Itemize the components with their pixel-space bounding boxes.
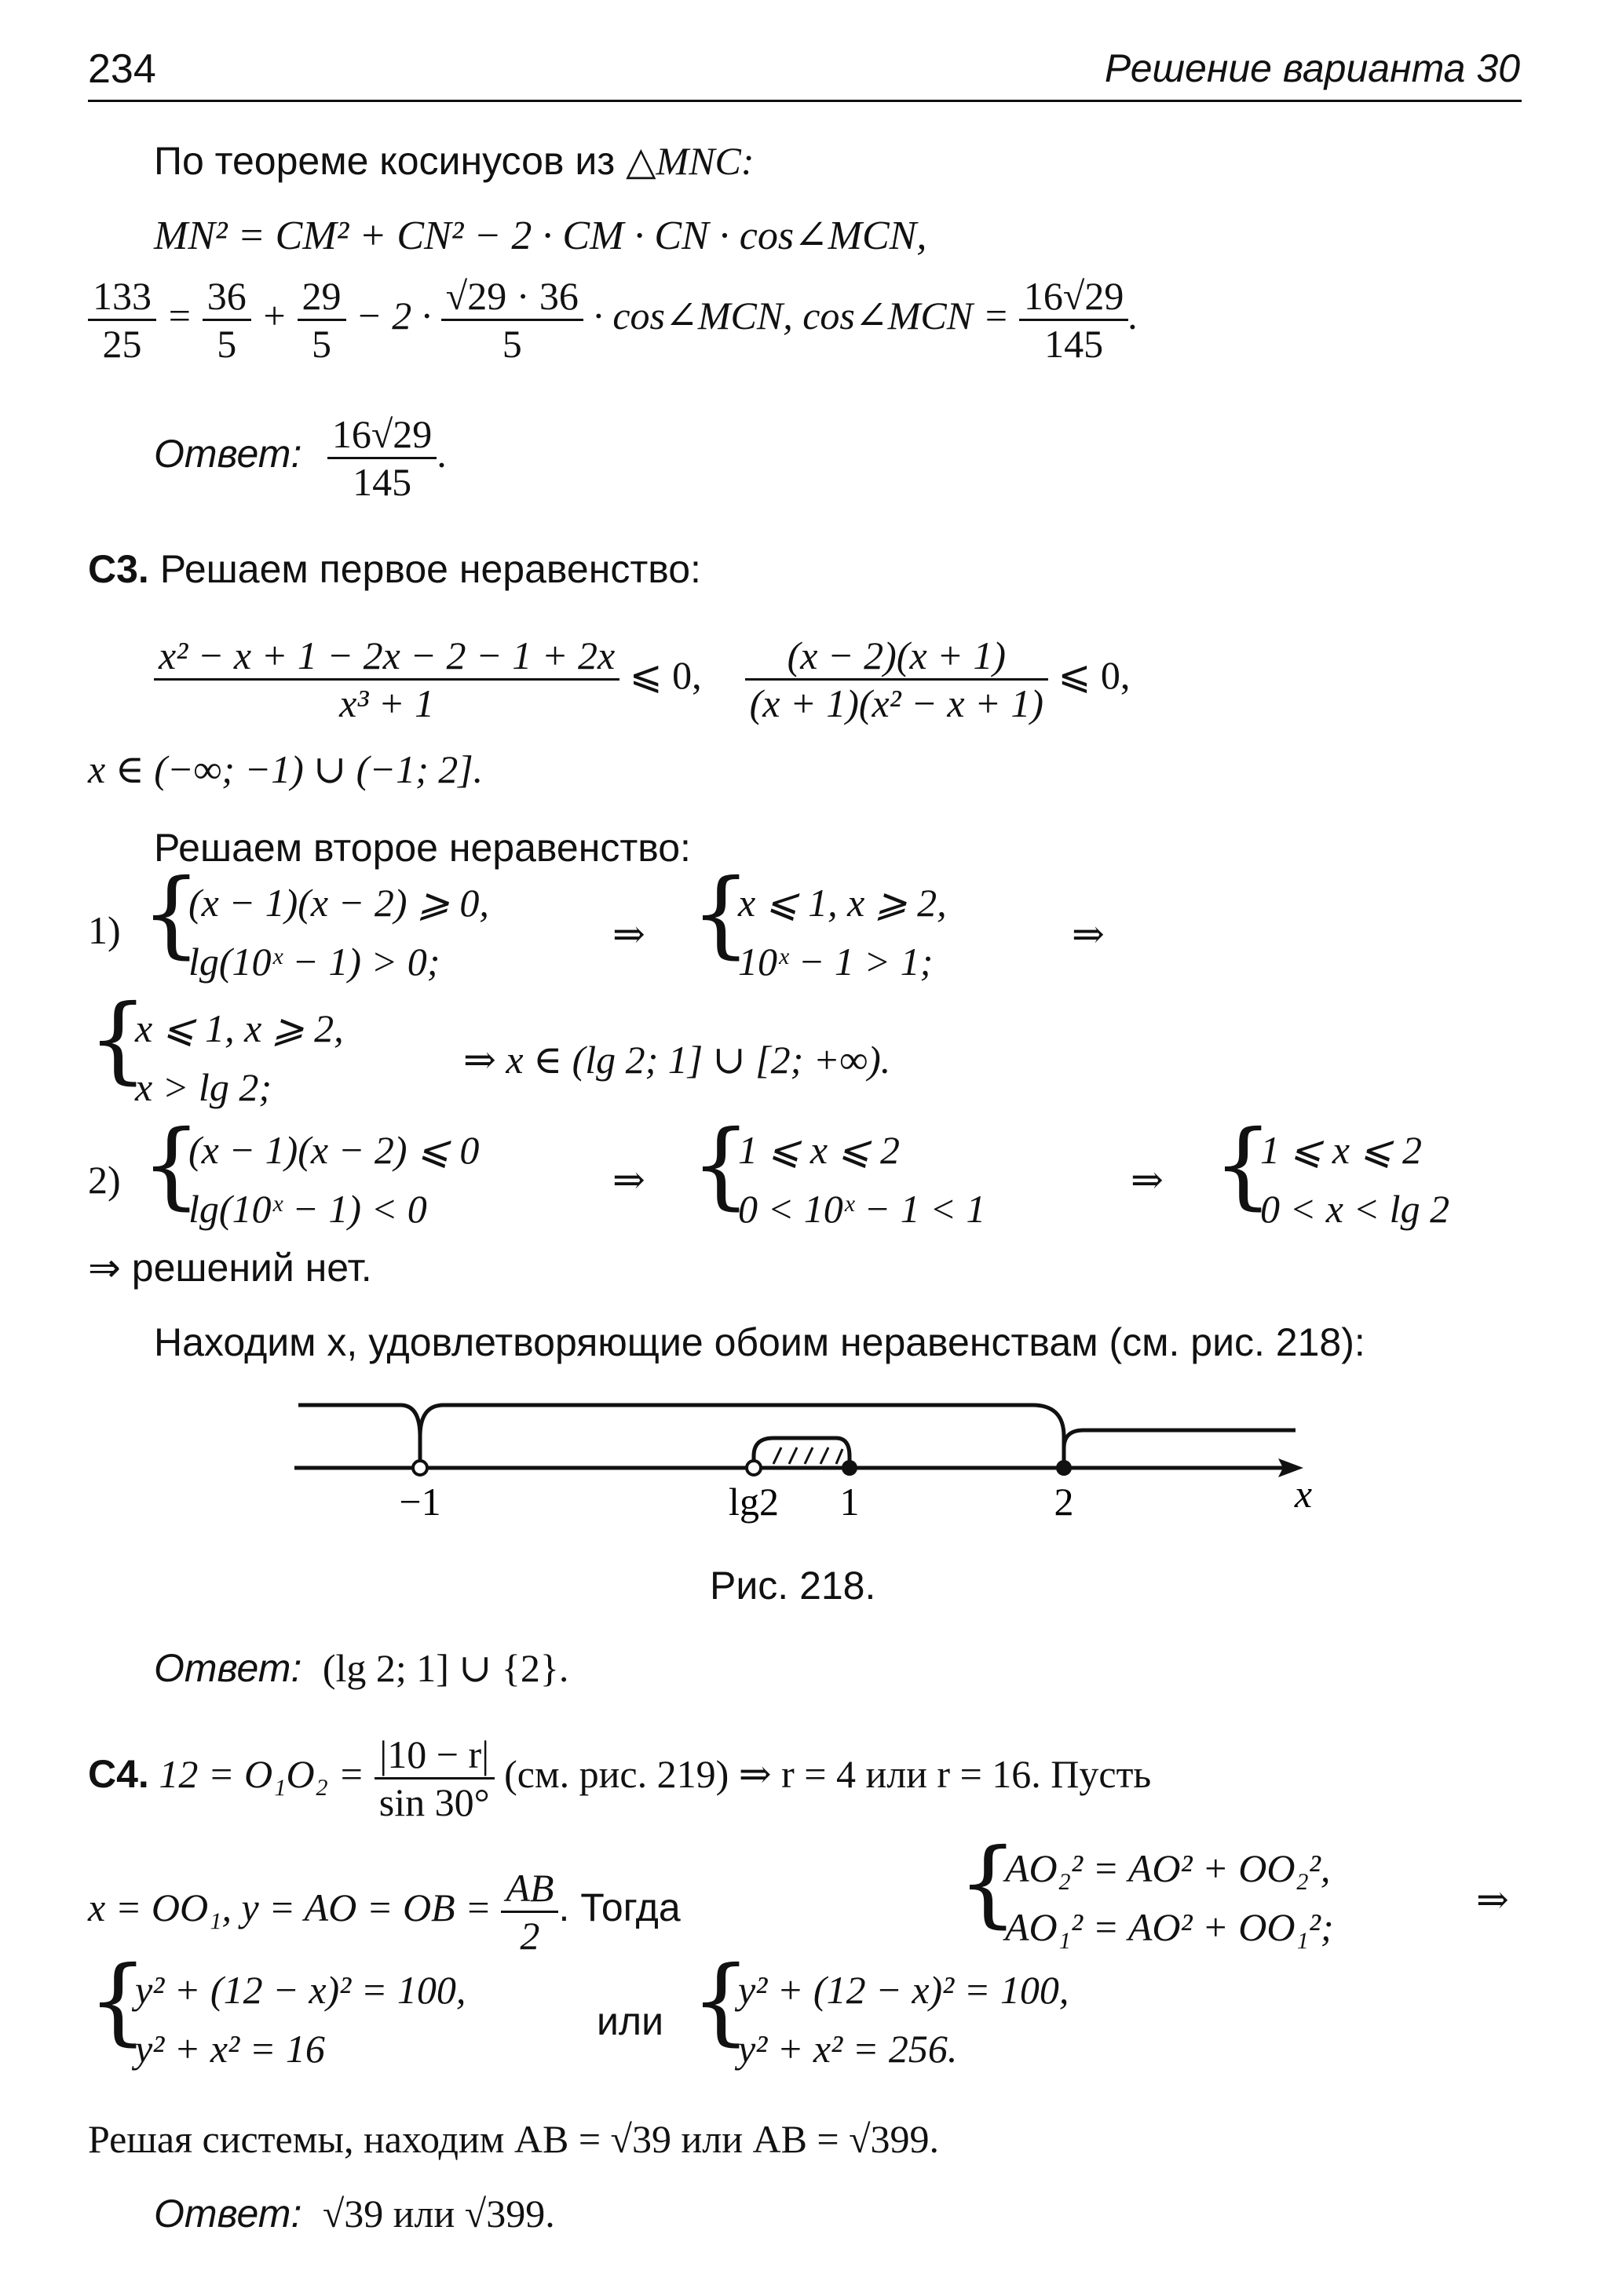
case1-system2-line1: x ⩽ 1, x ⩾ 2, [738,881,947,925]
c2-intro [154,141,755,181]
c4-label: С4. [88,1751,149,1796]
brace: { [141,860,202,969]
c4-fraction: $\frac{|10 - r|}{\sin 30^\circ}$ [375,1735,495,1822]
case1-result: ⇒ x ∈ (lg 2; 1] ∪ [2; +∞). [463,1038,891,1082]
first-inequality: $\frac{\text{x² − x + 1 − 2x − 2 − 1 + 2x}}{\text{x³ + 1}}$ ⩽ 0, $\frac{(x - 2)(x + 1)}{\text{(x + 1)(x² − x + 1)}}$ ⩽ 0, [154,636,1130,723]
case2-system2-line1: 1 ⩽ x ⩽ 2 [738,1128,900,1172]
case2-system2-line2: 0 < 10ˣ − 1 < 1 [738,1187,986,1231]
region-left-branch [298,1405,420,1466]
c2-answer: Ответ: $\frac{16√29}{145}$ . [154,412,447,504]
brace: { [88,985,148,1094]
implies-arrow: ⇒ [1131,1158,1164,1202]
c4-system2-line1: y² + (12 − x)² = 100, [135,1968,466,2012]
cosine-computation: $\frac{133}{25}$ = $\frac{36}{5}$ + $\frac{29}{5}$ − 2 · $\frac{√29 \cdot 36}{5}$ · cos∠MCN, cos∠MCN = $\frac{16√29}{145}$ . [88,276,1138,363]
case1-system2-line2: 10ˣ − 1 > 1; [738,940,934,984]
axis-label-x: x [1294,1472,1313,1516]
tick-label-2: 2 [1054,1480,1074,1524]
find-x-text: Находим x, удовлетворяющие обоим неравенствам (см. рис. 218): [154,1320,1365,1364]
case1-label: 1) [88,908,121,952]
open-point-lg2 [747,1461,761,1475]
first-inequality-result: x ∈ (−∞; −1) ∪ (−1; 2]. [88,747,484,791]
c2-intro-text: По теореме косинусов из [154,139,616,183]
c4-system3-line1: y² + (12 − x)² = 100, [738,1968,1069,2012]
c2-triangle: △MNC: [626,139,755,183]
running-title: Решение варианта 30 [1104,46,1520,90]
c3-label: С3. [88,547,149,591]
case2-system3-line1: 1 ⩽ x ⩽ 2 [1260,1128,1422,1172]
case1-system3-line1: x ⩽ 1, x ⩾ 2, [135,1006,344,1050]
inequality-fraction-1: $\frac{\text{x² − x + 1 − 2x − 2 − 1 + 2x}}{\text{x³ + 1}}$ [154,636,619,723]
cosine-law-equation: MN² = CM² + CN² − 2 · CM · CN · cos∠MCN, [154,214,927,258]
c4-fraction-ab: $\frac{AB}{2}$ [501,1868,558,1955]
brace: { [141,1111,202,1220]
answer-label: Ответ: [154,431,302,476]
closed-point-2 [1056,1460,1072,1476]
implies-arrow: ⇒ [612,912,645,956]
case2-label: 2) [88,1158,121,1202]
tick-label-minus-1: −1 [399,1480,441,1524]
tick-label-lg2: lg2 [729,1480,779,1524]
closed-point-1 [842,1460,857,1476]
c4-system1-line1: AO₂² = AO² + OO₂², [1005,1846,1331,1890]
case1-system1-line1: (x − 1)(x − 2) ⩾ 0, [188,881,489,925]
answer-label: Ответ: [154,1646,302,1690]
region-right-branch [1064,1430,1296,1466]
c3-intro: Решаем первое неравенство: [159,547,701,591]
case2-system3-line2: 0 < x < lg 2 [1260,1187,1450,1231]
implies-arrow: ⇒ [1476,1878,1509,1922]
brace: { [691,1947,751,2056]
case1-system1-line2: lg(10ˣ − 1) > 0; [188,940,440,984]
c3-answer [154,1648,568,1688]
page-number: 234 [88,46,156,92]
inequality-fraction-2: $\frac{(x - 2)(x + 1)}{\text{(x + 1)(x² − x + 1)}}$ [745,636,1048,723]
fraction-29-5: $\frac{29}{5}$ [298,276,346,363]
brace: { [88,1947,148,2056]
c4-line2: x = OO₁, y = AO = OB = $\frac{AB}{2}$ . Тогда [88,1866,681,1958]
brace: { [691,1111,751,1220]
c4-answer-value: √39 или √399. [322,2192,555,2236]
c4-answer [154,2192,555,2236]
c4-system2-line2: y² + x² = 16 [135,2027,325,2071]
brace: { [1213,1111,1274,1220]
c2-answer-fraction: $\frac{16√29}{145}$ [327,414,437,502]
implies-arrow: ⇒ [1072,912,1105,956]
c4-system3-line2: y² + x² = 256. [738,2027,958,2071]
intersection-arc [754,1438,850,1466]
answer-label: Ответ: [154,2192,302,2236]
case1-system3-line2: x > lg 2; [135,1065,272,1109]
open-point-minus-1 [413,1461,427,1475]
case2-system1-line2: lg(10ˣ − 1) < 0 [188,1187,427,1231]
fraction-cos-result: $\frac{16√29}{145}$ [1019,276,1128,363]
c4-system1-line2: AO₁² = AO² + OO₁²; [1005,1905,1334,1949]
brace: { [958,1829,1018,1938]
c3-answer-value: (lg 2; 1] ∪ {2}. [322,1646,569,1690]
c4-line1: С4. 12 = O₁O₂ = $\frac{|10 - r|}{\sin 30^\circ}$ (см. рис. 219) ⇒ r = 4 или r = 16. Пусть [88,1732,1152,1824]
fraction-sqrt-5: $\frac{√29 \cdot 36}{5}$ [441,276,583,363]
c3-intro2: Решаем второе неравенство: [154,826,691,870]
fraction-36-5: $\frac{36}{5}$ [203,276,251,363]
number-line-figure [283,1382,1350,1554]
tick-label-1: 1 [839,1480,860,1524]
region-main-arc [420,1405,1064,1466]
implies-arrow: ⇒ [612,1158,645,1202]
c4-solve: Решая системы, находим AB = √39 или AB = √399. [88,2117,940,2161]
fraction-133-25: $\frac{133}{25}$ [88,276,156,363]
or-word: или [597,1999,664,2043]
figure-caption: Рис. 218. [710,1564,876,1608]
case2-system1-line1: (x − 1)(x − 2) ⩽ 0 [188,1128,480,1172]
brace: { [691,860,751,969]
no-solutions: ⇒ решений нет. [88,1246,372,1290]
header-rule [88,100,1522,102]
c3-heading [88,549,701,589]
